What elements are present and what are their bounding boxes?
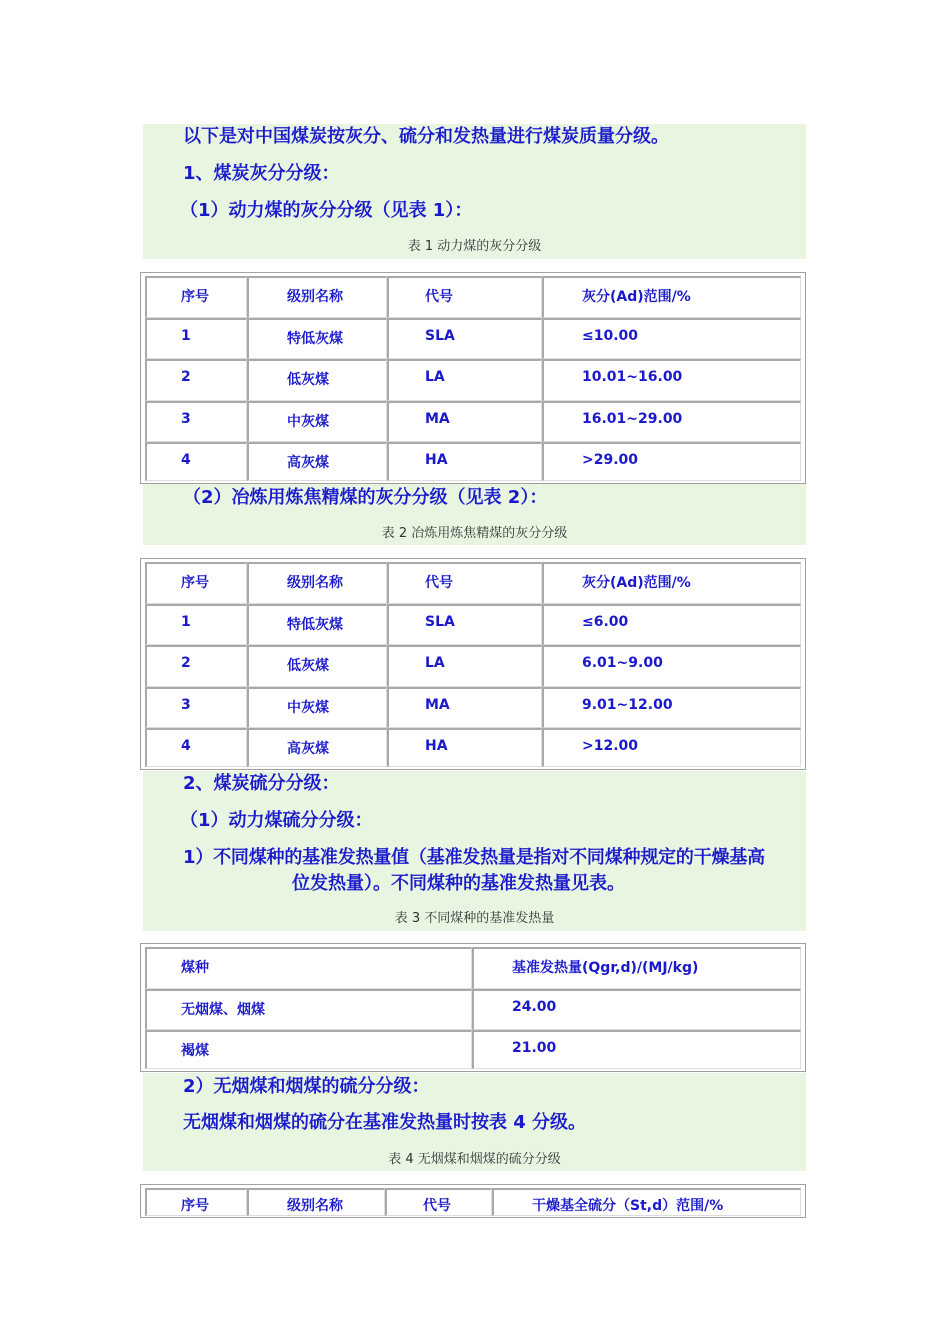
table-row	[145, 728, 801, 767]
table4	[140, 1184, 806, 1218]
header-cell: 代号	[385, 1188, 492, 1216]
table-header-row	[145, 947, 801, 989]
table-cell: 褐煤	[145, 1030, 472, 1069]
table-cell: 16.01~29.00	[542, 401, 801, 442]
header-cell: 序号	[145, 276, 247, 318]
header-cell: 级别名称	[247, 562, 387, 604]
header-cell: 代号	[387, 276, 542, 318]
table3-caption: 表 3 不同煤种的基准发热量	[394, 911, 555, 926]
table-row	[145, 359, 801, 401]
table-cell: 3	[145, 687, 247, 728]
table-header-row	[145, 1188, 801, 1216]
table-row	[145, 318, 801, 359]
table-row	[145, 604, 801, 645]
header-cell: 干燥基全硫分（St,d）范围/%	[492, 1188, 801, 1216]
header-cell: 级别名称	[247, 1188, 385, 1216]
table-cell: 高灰煤	[247, 442, 387, 481]
table-cell: 6.01~9.00	[542, 645, 801, 687]
table-cell: 无烟煤、烟煤	[145, 989, 472, 1030]
table3	[140, 943, 806, 1072]
subheading-steam-coal-sulfur: （1）动力煤硫分分级：	[180, 810, 373, 831]
table-cell: 1	[145, 604, 247, 645]
table-cell: 低灰煤	[247, 645, 387, 687]
table-cell: SLA	[387, 604, 542, 645]
table-cell: 3	[145, 401, 247, 442]
table-cell: 10.01~16.00	[542, 359, 801, 401]
table-row	[145, 442, 801, 481]
table-cell: 2	[145, 359, 247, 401]
table-cell: LA	[387, 359, 542, 401]
table-cell: 高灰煤	[247, 728, 387, 767]
paragraph-base-calorific-line1: 1）不同煤种的基准发热量值（基准发热量是指对不同煤种规定的干燥基高	[183, 847, 765, 868]
header-cell: 代号	[387, 562, 542, 604]
header-cell: 序号	[145, 1188, 247, 1216]
header-cell: 灰分(Ad)范围/%	[542, 562, 801, 604]
subheading-anthracite-sulfur: 2）无烟煤和烟煤的硫分分级：	[183, 1076, 430, 1097]
header-cell: 灰分(Ad)范围/%	[542, 276, 801, 318]
table4-caption: 表 4 无烟煤和烟煤的硫分分级	[388, 1152, 561, 1167]
table-row	[145, 1030, 801, 1069]
heading-ash-grading: 1、煤炭灰分分级：	[183, 163, 340, 184]
table-header-row	[145, 562, 801, 604]
header-cell: 基准发热量(Qgr,d)/(MJ/kg)	[472, 947, 801, 989]
table-cell: 中灰煤	[247, 401, 387, 442]
table-cell: 特低灰煤	[247, 604, 387, 645]
header-cell: 级别名称	[247, 276, 387, 318]
table-row	[145, 989, 801, 1030]
table-cell: ≤10.00	[542, 318, 801, 359]
table2-caption: 表 2 冶炼用炼焦精煤的灰分分级	[381, 526, 568, 541]
table-cell: 4	[145, 442, 247, 481]
table1-caption: 表 1 动力煤的灰分分级	[407, 239, 542, 254]
table-cell: 4	[145, 728, 247, 767]
table-cell: >12.00	[542, 728, 801, 767]
intro-paragraph: 以下是对中国煤炭按灰分、硫分和发热量进行煤炭质量分级。	[183, 126, 669, 147]
table-cell: MA	[387, 401, 542, 442]
table-cell: 特低灰煤	[247, 318, 387, 359]
table-cell: HA	[387, 728, 542, 767]
header-cell: 序号	[145, 562, 247, 604]
table-row	[145, 401, 801, 442]
table-cell: 9.01~12.00	[542, 687, 801, 728]
paragraph-base-calorific-line2: 位发热量）。不同煤种的基准发热量见表。	[292, 873, 625, 894]
table-cell: 24.00	[472, 989, 801, 1030]
table-cell: 1	[145, 318, 247, 359]
table-cell: HA	[387, 442, 542, 481]
subheading-coking-coal-ash: （2）冶炼用炼焦精煤的灰分分级（见表 2）：	[183, 487, 548, 508]
subheading-steam-coal-ash: （1）动力煤的灰分分级（见表 1）：	[180, 200, 473, 221]
table1	[140, 272, 806, 484]
heading-sulfur-grading: 2、煤炭硫分分级：	[183, 773, 340, 794]
header-cell: 煤种	[145, 947, 472, 989]
table-cell: LA	[387, 645, 542, 687]
table-cell: ≤6.00	[542, 604, 801, 645]
table-cell: >29.00	[542, 442, 801, 481]
table-cell: SLA	[387, 318, 542, 359]
table-row	[145, 687, 801, 728]
table-row	[145, 645, 801, 687]
table-header-row	[145, 276, 801, 318]
table-cell: 21.00	[472, 1030, 801, 1069]
table-cell: 2	[145, 645, 247, 687]
paragraph-table4-intro: 无烟煤和烟煤的硫分在基准发热量时按表 4 分级。	[183, 1112, 587, 1133]
table-cell: 低灰煤	[247, 359, 387, 401]
table2	[140, 558, 806, 770]
table-cell: MA	[387, 687, 542, 728]
table-cell: 中灰煤	[247, 687, 387, 728]
